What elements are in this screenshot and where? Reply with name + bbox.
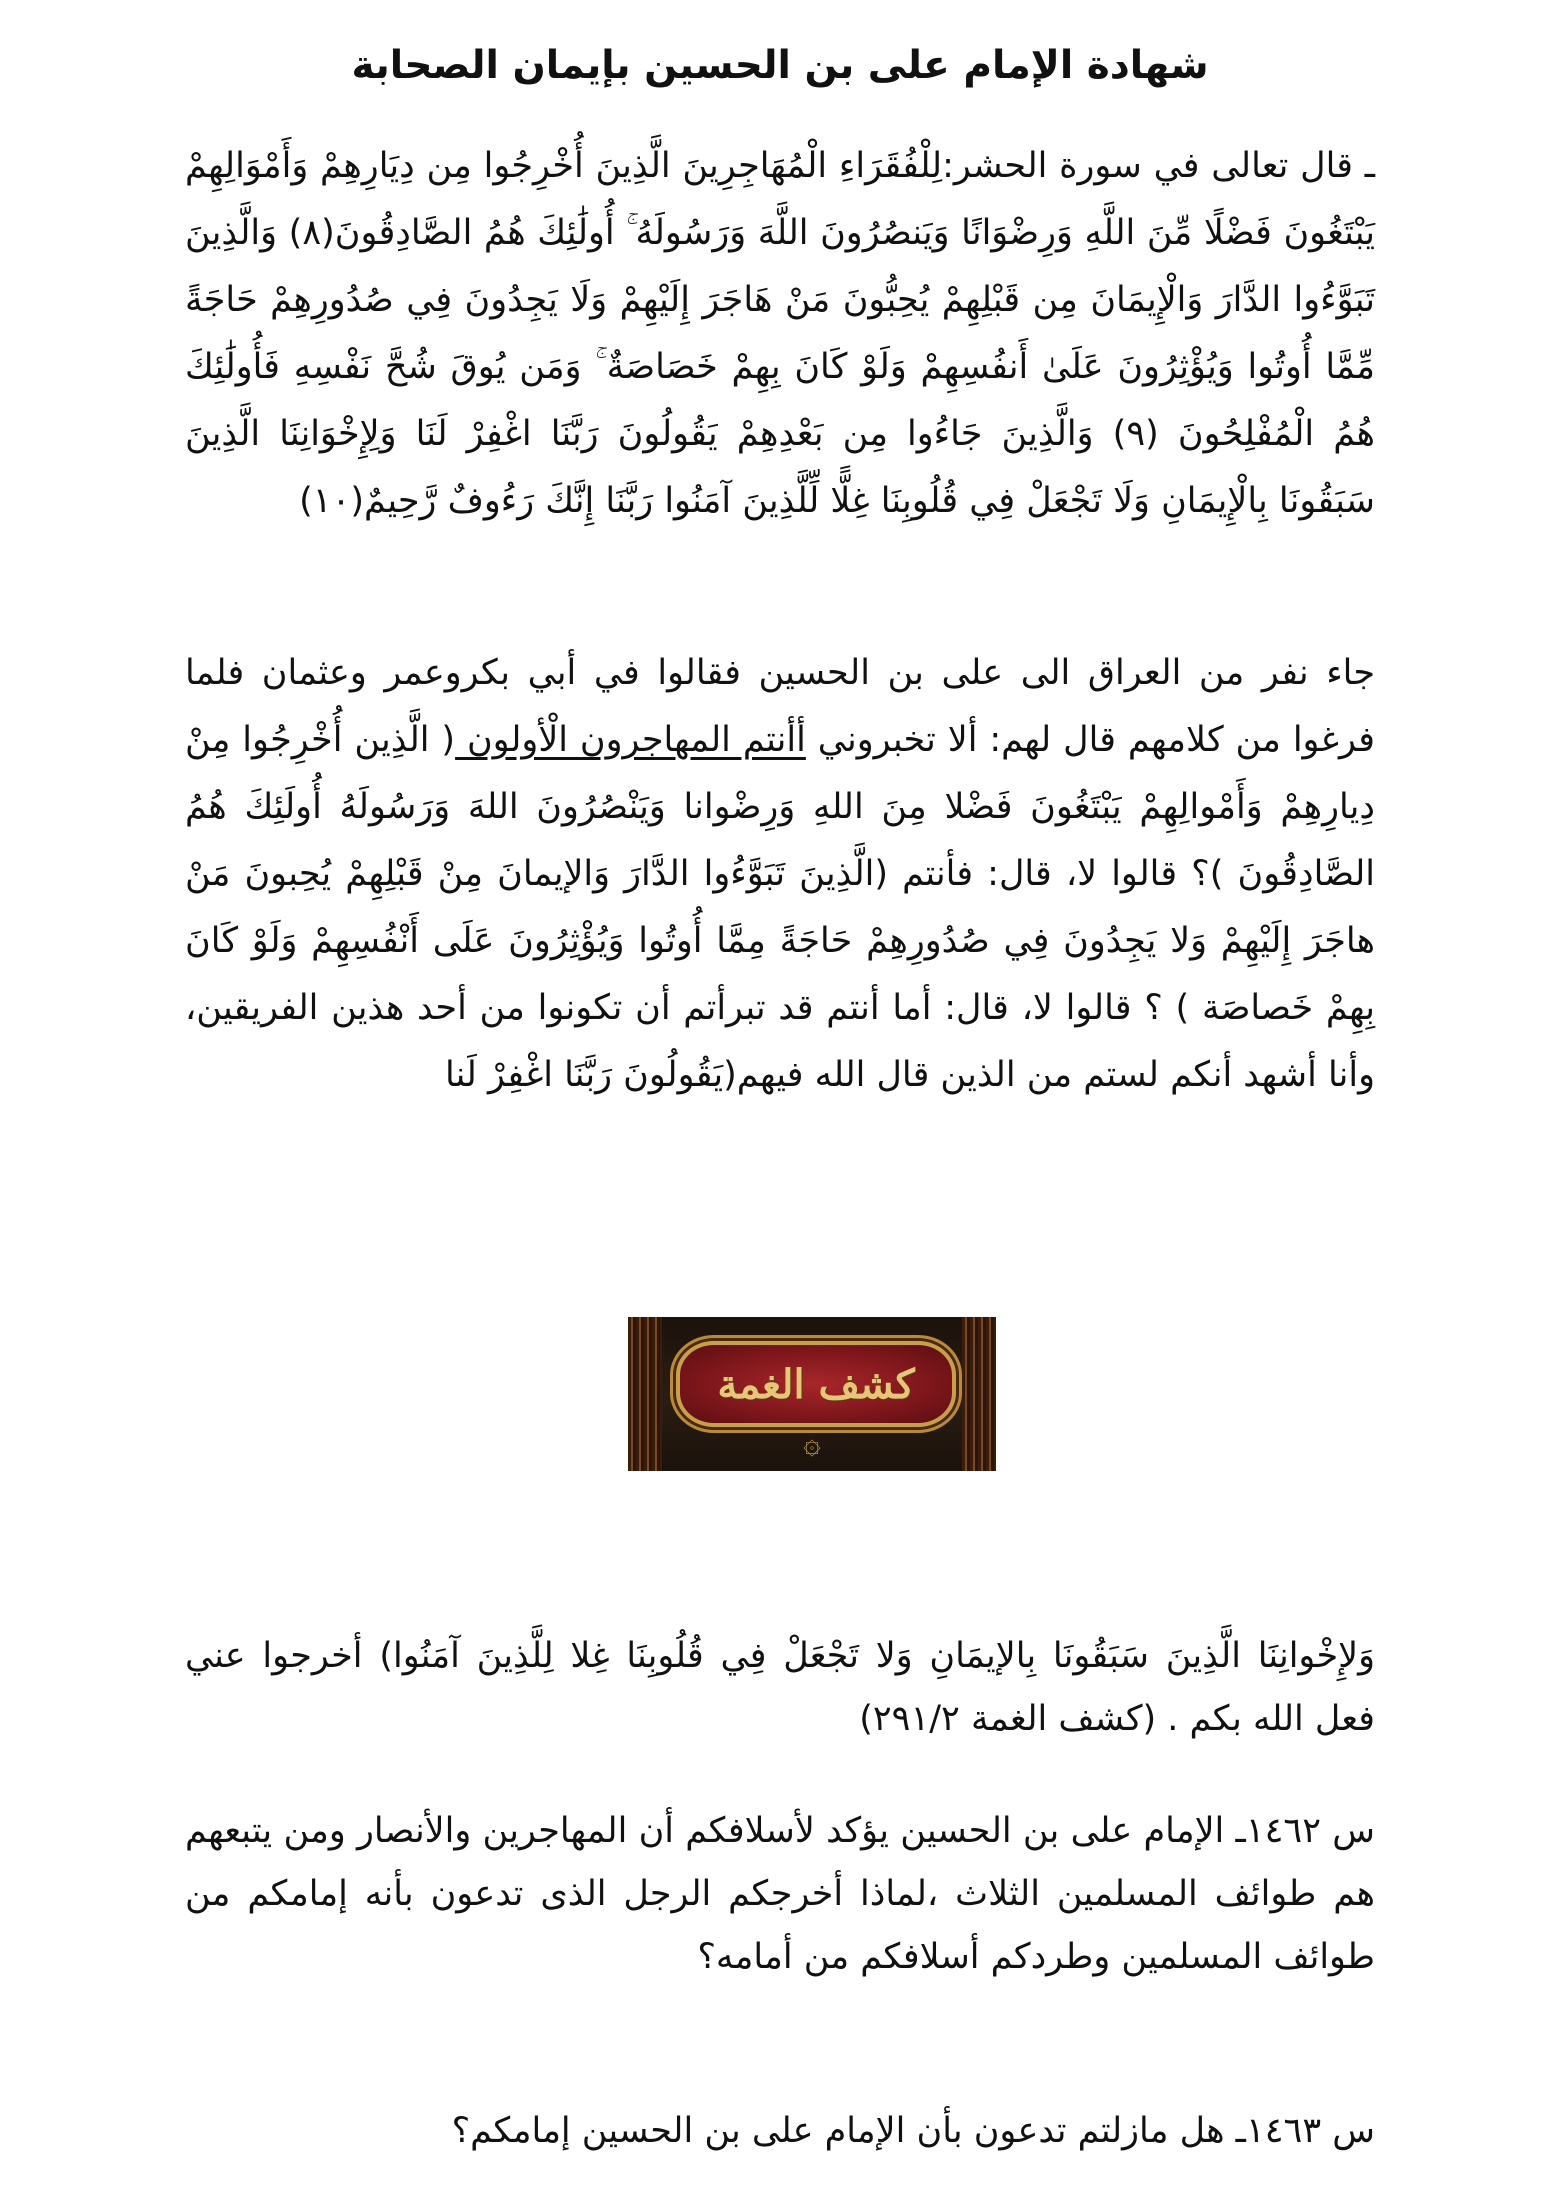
- narration-paragraph: [185, 640, 1375, 1109]
- question-1463-paragraph: س ١٤٦٣ـ هل مازلتم تدعون بأن الإمام على بن الحسين إمامكم؟: [451, 2111, 1375, 2151]
- narration-underlined-text: أأنتم المهاجرون الْأولون: [455, 720, 806, 760]
- narration-text-start: جاء نفر من العراق الى على بن الحسين فقالوا في أبي بكروعمر وعثمان فلما فرغوا من كلامهم قال لهم: ألا تخبروني: [185, 653, 1375, 760]
- book-cover-plaque: [676, 1341, 956, 1427]
- question-1462-paragraph: س ١٤٦٢ـ الإمام على بن الحسين يؤكد لأسلافكم أن المهاجرين والأنصار ومن يتبعهم هم طوائف المسلمين الثلاث ،لماذا أخرجكم الرجل الذى تدعون بأنه إمامكم من طوائف المسلمين وطردكم أسلافكم من أمامه؟: [185, 1811, 1376, 1977]
- book-cover-title: كشف الغمة: [717, 1360, 915, 1408]
- page-title: شهادة الإمام على بن الحسين بإيمان الصحابة: [351, 43, 1209, 88]
- narration-continuation-paragraph: وَلإِخْوانِنَا الَّذِينَ سَبَقُونَا بِالإيمَانِ وَلا تَجْعَلْ فِي قُلُوبِنَا غِلا لِلَّذِينَ آمَنُوا) أخرجوا عني فعل الله بكم . (كشف الغمة ٢٩١/٢): [185, 1636, 1375, 1739]
- ornament-icon: ۞: [803, 1426, 821, 1461]
- quran-verses-paragraph: ـ قال تعالى في سورة الحشر:لِلْفُقَرَاءِ الْمُهَاجِرِينَ الَّذِينَ أُخْرِجُوا مِن دِيَارِهِمْ وَأَمْوَالِهِمْ يَبْتَغُونَ فَضْلًا مِّنَ اللَّهِ وَرِضْوَانًا وَيَنصُرُونَ اللَّهَ وَرَسُولَهُ ۚ أُولَٰئِكَ هُمُ الصَّادِقُونَ(٨) وَالَّذِينَ تَبَوَّءُوا الدَّارَ وَالْإِيمَانَ مِن قَبْلِهِمْ يُحِبُّونَ مَنْ هَاجَرَ إِلَيْهِمْ وَلَا يَجِدُونَ فِي صُدُورِهِمْ حَاجَةً مِّمَّا أُوتُوا وَيُؤْثِرُونَ عَلَىٰ أَنفُسِهِمْ وَلَوْ كَانَ بِهِمْ خَصَاصَةٌ ۚ وَمَن يُوقَ شُحَّ نَفْسِهِ فَأُولَٰئِكَ هُمُ الْمُفْلِحُونَ (٩) وَالَّذِينَ جَاءُوا مِن بَعْدِهِمْ يَقُولُونَ رَبَّنَا اغْفِرْ لَنَا وَلِإِخْوَانِنَا الَّذِينَ سَبَقُونَا بِالْإِيمَانِ وَلَا تَجْعَلْ فِي قُلُوبِنَا غِلًّا لِّلَّذِينَ آمَنُوا رَبَّنَا إِنَّكَ رَءُوفٌ رَّحِيمٌ(١٠): [185, 146, 1376, 521]
- book-cover-image: [628, 1317, 996, 1471]
- narration-text-end: ( الَّذِين أُخْرِجُوا مِنْ دِيارِهِمْ وَأَمْوالِهِمْ يَبْتَغُونَ فَضْلا مِنَ اللهِ وَرِضْوانا وَيَنْصُرُونَ اللهَ وَرَسُولَهُ أُولَئِكَ هُمُ الصَّادِقُونَ )؟ قالوا لا، قال: فأنتم (الَّذِينَ تَبَوَّءُوا الدَّارَ وَالإيمانَ مِنْ قَبْلِهِمْ يُحِبونَ مَنْ هاجَرَ إِلَيْهِمْ وَلا يَجِدُونَ فِي صُدُورِهِمْ حَاجَةً مِمَّا أُوتُوا وَيُؤْثِرُونَ عَلَى أَنْفُسِهِمْ وَلَوْ كَانَ بِهِمْ خَصاصَة ) ؟ قالوا لا، قال: أما أنتم قد تبرأتم أن تكونوا من أحد هذين الفريقين، وأنا أشهد أنكم لستم من الذين قال الله فيهم(يَقُولُونَ رَبَّنَا اغْفِرْ لَنا: [185, 720, 1375, 1095]
